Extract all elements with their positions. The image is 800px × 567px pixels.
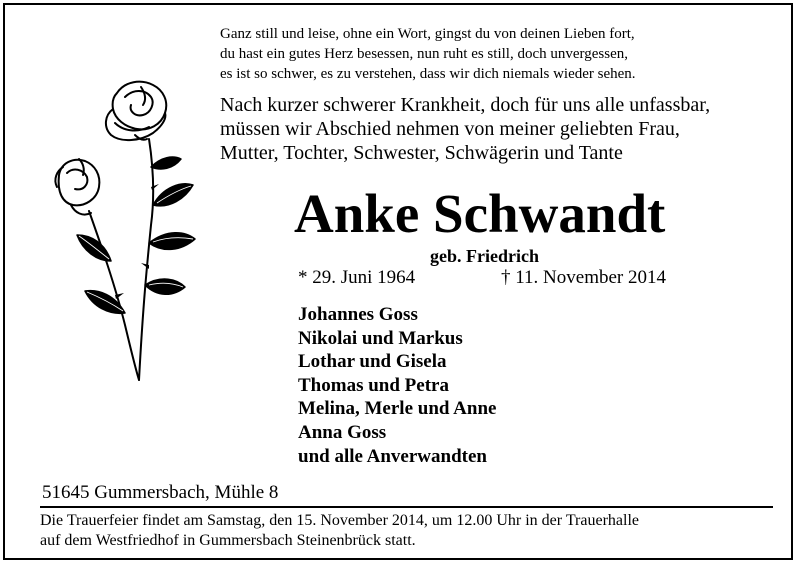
- poem-line: du hast ein gutes Herz besessen, nun ruht es still, doch unvergessen,: [220, 46, 628, 62]
- announcement-text: [220, 93, 773, 165]
- divider-line: [40, 506, 773, 508]
- mourner-entry: Lothar und Gisela: [298, 351, 447, 373]
- rose-illustration-icon: [45, 75, 205, 395]
- poem: [220, 24, 636, 84]
- funeral-notice: [40, 511, 639, 551]
- mourners-list: [298, 303, 496, 468]
- death-date: † 11. November 2014: [501, 267, 666, 288]
- family-address: 51645 Gummersbach, Mühle 8: [42, 482, 279, 503]
- poem-line: Ganz still und leise, ohne ein Wort, gingst du von deinen Lieben fort,: [220, 26, 635, 42]
- obituary-frame: [3, 3, 793, 560]
- funeral-line: Die Trauerfeier findet am Samstag, den 15. November 2014, um 12.00 Uhr in der Trauerhalle: [40, 512, 639, 529]
- birth-date: * 29. Juni 1964: [298, 267, 416, 288]
- deceased-name: Anke Schwandt: [294, 183, 666, 244]
- announcement-line: müssen wir Abschied nehmen von meiner geliebten Frau,: [220, 118, 680, 140]
- mourner-entry: Johannes Goss: [298, 304, 418, 325]
- mourner-entry: Thomas und Petra: [298, 374, 449, 396]
- mourner-entry: Nikolai und Markus: [298, 327, 463, 349]
- funeral-line: auf dem Westfriedhof in Gummersbach Steinenbrück statt.: [40, 532, 416, 549]
- mourner-entry: Anna Goss: [298, 421, 387, 443]
- maiden-name: geb. Friedrich: [430, 246, 539, 266]
- mourner-entry: und alle Anverwandten: [298, 445, 487, 467]
- announcement-line: Mutter, Tochter, Schwester, Schwägerin und Tante: [220, 142, 623, 164]
- mourner-entry: Melina, Merle und Anne: [298, 398, 497, 420]
- announcement-line: Nach kurzer schwerer Krankheit, doch für uns alle unfassbar,: [220, 94, 711, 116]
- poem-line: es ist so schwer, es zu verstehen, dass wir dich niemals wieder sehen.: [220, 66, 636, 82]
